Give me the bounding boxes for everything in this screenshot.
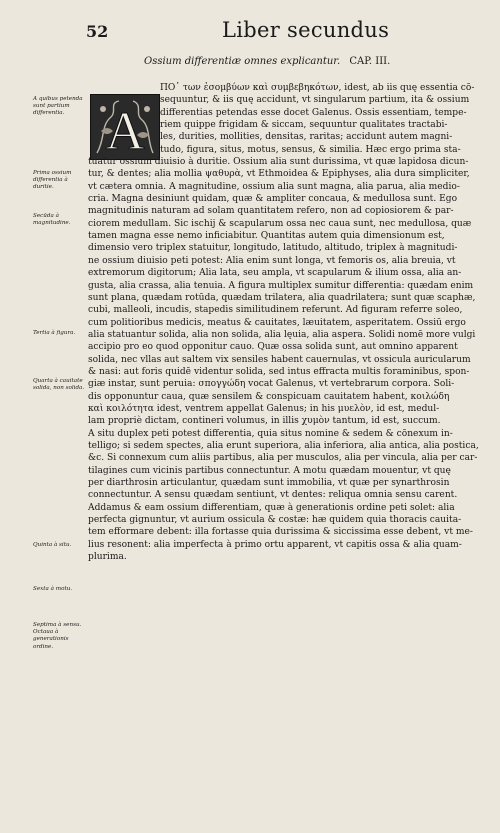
text-line: magnitudinis naturam ad solam quantitatem refero, non ad copiosiorem & par-	[88, 206, 454, 217]
text-line: per diarthrosin articulantur, quædam sunt immobilia, vt quæ per synarthrosin	[88, 478, 450, 488]
chapter-heading	[144, 56, 484, 67]
text-line: tilagines cum vicinis partibus connectuntur. A motu quædam mouentur, vt quę	[88, 465, 451, 476]
text-line: alia statuantur solida, alia non solida, alia lęuia, alia aspera. Solidi nomē more vulgi	[88, 329, 476, 340]
page-header	[86, 18, 496, 50]
text-line: telligo; si sedem spectes, alia erunt superiora, alia inferiora, alia antica, alia postica,	[88, 440, 479, 451]
text-line: lius resonent: alia imperfecta à primo ortu apparent, vt capitis ossa & alia quam-	[88, 539, 462, 550]
text-line: καὶ κοιλότητα idest, ventrem appellat Galenus; in his μυελὸν, id est, medul-	[88, 403, 440, 414]
text-line: ciorem medullam. Sic ischij & scapularum ossa nec caua sunt, nec medullosa, quæ	[88, 218, 472, 229]
margin-note: Septima à sensu. Octaua à generationis ordine.	[33, 622, 82, 650]
page-number: 52	[86, 22, 109, 41]
text-line: tur, & dentes; alia mollia ψαθυρὰ, vt Ethmoidea & Epiphyses, alia dura simpliciter,	[88, 169, 470, 180]
text-line: Addamus & eam ossium differentiam, quæ à generationis ordine peti solet: alia	[88, 502, 455, 513]
text-line: ne ossium diuisio peti potest: Alia enim sunt longa, vt femoris os, alia breuia, vt	[88, 255, 456, 266]
text-line: cum politioribus medicis, meatus & cauitates, læuitatem, asperitatem. Ossiū ergo	[88, 317, 466, 328]
text-line: connectuntur. A sensu quædam sentiunt, vt dentes: reliqua omnia sensu carent.	[88, 490, 458, 501]
text-line: sequuntur, & iis quę accidunt, vt singularum partium, ita & ossium	[160, 95, 470, 106]
text-line: plurima.	[88, 552, 127, 563]
text-line: lam propriè dictam, contineri volumus, in illis χυμὸν tantum, id est, succum.	[88, 416, 441, 427]
text-line: solida, nec vllas aut saltem vix sensiles habent cauernulas, vt ossicula auricularum	[88, 354, 471, 365]
text-line: gusta, alia crassa, alia tenuia. A figura multiplex sumitur differentia: quædam enim	[88, 280, 474, 291]
text-line: les, durities, mollities, densitas, raritas; accidunt autem magni-	[160, 132, 453, 143]
text-line: tem efformare debent: illa fortasse quia durissima & siccissima esse debent, vt me-	[88, 527, 473, 538]
chapter-number: CAP. III.	[349, 56, 391, 67]
text-line: sunt plana, quædam rotūda, quædam trilatera, alia quadrilatera; sunt quæ scaphæ,	[88, 292, 476, 303]
text-line: cria. Magna desiniunt quidam, quæ & ampliter concaua, & medullosa sunt. Ego	[88, 194, 458, 205]
text-line: vt cætera omnia. A magnitudine, ossium alia sunt magna, alia parua, alia medio-	[88, 181, 460, 192]
text-line: & nasi: aut foris quidē videntur solida, sed intus effracta multis foraminibus, spon-	[88, 366, 470, 377]
text-line: dis opponuntur caua, quæ sensilem & conspicuam cauitatem habent, κοιλώδη	[88, 391, 450, 402]
text-line: &c. Si connexum cum aliis partibus, alia per musculos, alia per vincula, alia per car-	[88, 453, 478, 464]
margin-note: Sexta à motu.	[33, 586, 73, 592]
text-line: tudo, figura, situs, motus, sensus, & similia. Hæc ergo prima sta-	[160, 144, 461, 155]
running-head: Liber secundus	[222, 18, 390, 42]
text-line: extremorum digitorum; Alia lata, seu ampla, vt scapularum & ilium ossa, alia an-	[88, 268, 462, 279]
text-line: cubi, malleoli, incudis, stapedis similitudinem referunt. Ad figuram referre soleo,	[88, 305, 463, 316]
body-text	[88, 82, 485, 563]
text-line: dimensio vero triplex statuitur, longitudo, latitudo, altitudo, triplex à magnitudi-	[88, 243, 458, 254]
margin-note: Tertia à figura.	[33, 330, 76, 336]
text-line: tamen magna esse nemo inficiabitur. Quantitas autem quia dimensionum est,	[88, 231, 445, 242]
text-line: accipio pro eo quod opponitur cauo. Quæ ossa solida sunt, aut omnino apparent	[88, 342, 458, 353]
chapter-title: Ossium differentiæ omnes explicantur.	[144, 56, 341, 67]
text-line: giæ instar, sunt peruia: σπογγώδη vocat Galenus, vt vertebrarum corpora. Soli-	[88, 379, 455, 390]
margin-note: Quinta à situ.	[33, 542, 72, 548]
svg-text:A: A	[105, 101, 145, 159]
text-line: perfecta gignuntur, vt aurium ossicula & costæ: hæ quidem quia thoracis cauita-	[88, 515, 462, 526]
text-line: differentias petendas esse docet Galenus. Ossis essentiam, tempe-	[160, 107, 467, 118]
text-line: riem quippe frigidam & siccam, sequuntur qualitates tractabi-	[160, 120, 448, 131]
margin-note: Secūda à magnitudine.	[33, 213, 71, 227]
text-line: ΠΟ᾽ των ἐσομβύων καὶ συμβεβηκότων, idest, ab iis quę essentia cō-	[160, 83, 475, 93]
margin-note: Prima ossium differentia à duritie.	[33, 170, 72, 191]
margin-note: A quibus petenda sunt partium differentia.	[33, 96, 83, 117]
text-line: tuatur ossium diuisio à duritie. Ossium alia sunt durissima, vt quæ lapidosa dicun-	[88, 157, 469, 168]
text-line: A situ duplex peti potest differentia, quia situs nomine & sedem & cōnexum in-	[88, 428, 453, 439]
margin-note: Quarta à cauitate solida, non solida.	[33, 378, 85, 392]
